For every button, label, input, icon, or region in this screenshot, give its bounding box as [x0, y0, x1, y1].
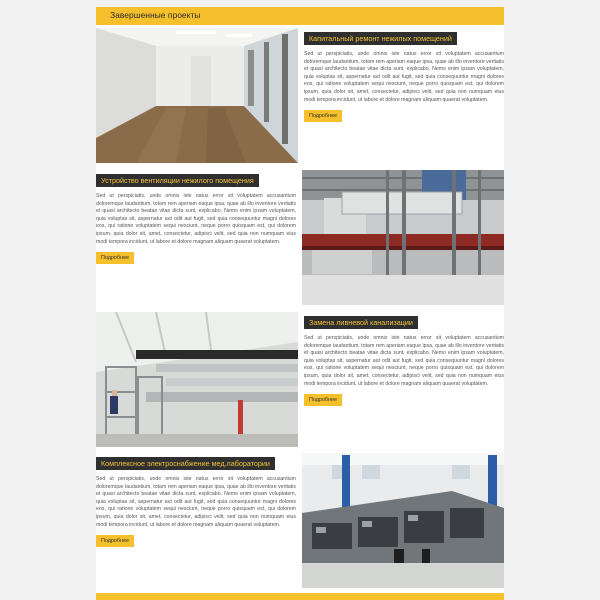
- project-description: Sed ut perspiciatis, unde omnis iste natus error sit voluptatem accusantium doloremque laudantium, totam rem aperiam eaque ipsa, quae ab illo inventore veritatis et quasi architecto beatae vitae dicta sunt, explicabo. Nemo enim ipsam voluptatem, quia voluptas sit, aspernatur aut odit aut fugit, sed quia consequuntur magni dolores eos, qui ratione voluptatem sequi nesciunt, neque porro quisquam est, qui dolorem ipsum, quia dolor sit, amet, consectetur, adipisci velit, sed quia non numquam eius modi tempora incidunt, ut labore et dolore magnam aliquam quaerat voluptatem.: [96, 193, 296, 245]
- project-photo-ventilation: [302, 170, 504, 305]
- project-title: Комплексное электроснабжение мед.лаборатории: [96, 457, 275, 470]
- project-row: [96, 453, 504, 588]
- project-photo-sewerage: [96, 312, 298, 447]
- project-row: [96, 312, 504, 447]
- project-title: Капитальный ремонт нежилых помещений: [304, 32, 457, 45]
- project-text: [304, 312, 504, 447]
- more-button[interactable]: Подробнее: [304, 394, 342, 406]
- project-text: [96, 453, 296, 588]
- project-photo-corridor: [96, 28, 298, 163]
- project-description: Sed ut perspiciatis, unde omnis iste natus error sit voluptatem accusantium doloremque laudantium, totam rem aperiam eaque ipsa, quae ab illo inventore veritatis et quasi architecto beatae vitae dicta sunt, explicabo. Nemo enim ipsam voluptatem, quia voluptas sit, aspernatur aut odit aut fugit, sed quia consequuntur magni dolores eos, qui ratione voluptatem sequi nesciunt, neque porro quisquam est, qui dolorem ipsum, quia dolor sit, amet, consectetur, adipisci velit, sed quia non numquam eius modi tempora incidunt, ut labore et dolore magnam aliquam quaerat voluptatem.: [304, 335, 504, 387]
- project-description: Sed ut perspiciatis, unde omnis iste natus error sit voluptatem accusantium doloremque laudantium, totam rem aperiam eaque ipsa, quae ab illo inventore veritatis et quasi architecto beatae vitae dicta sunt, explicabo. Nemo enim ipsam voluptatem, quia voluptas sit, aspernatur aut odit aut fugit, sed quia consequuntur magni dolores eos, qui ratione voluptatem sequi nesciunt, neque porro quisquam est, qui dolorem ipsum, quia dolor sit, amet, consectetur, adipisci velit, sed quia non numquam eius modi tempora incidunt, ut labore et dolore magnam aliquam quaerat voluptatem.: [96, 476, 296, 528]
- project-row: [96, 28, 504, 163]
- project-row: [96, 170, 504, 305]
- footer-section-bar: [96, 593, 504, 600]
- laboratory-image: [302, 453, 504, 588]
- ventilation-image: [302, 170, 504, 305]
- more-button[interactable]: Подробнее: [304, 110, 342, 122]
- more-button[interactable]: Подробнее: [96, 252, 134, 264]
- project-title: Устройство вентиляции нежилого помещения: [96, 174, 259, 187]
- project-text: [304, 28, 504, 163]
- sewerage-image: [96, 312, 298, 447]
- projects-page: [96, 7, 504, 600]
- section-title: Завершенные проекты: [110, 10, 201, 20]
- project-photo-laboratory: [302, 453, 504, 588]
- project-title: Замена ливневой канализации: [304, 316, 418, 329]
- section-header-bar: [96, 7, 504, 25]
- more-button[interactable]: Подробнее: [96, 535, 134, 547]
- project-description: Sed ut perspiciatis, unde omnis iste natus error sit voluptatem accusantium doloremque laudantium, totam rem aperiam eaque ipsa, quae ab illo inventore veritatis et quasi architecto beatae vitae dicta sunt, explicabo. Nemo enim ipsam voluptatem, quia voluptas sit, aspernatur aut odit aut fugit, sed quia consequuntur magni dolores eos, qui ratione voluptatem sequi nesciunt, neque porro quisquam est, qui dolorem ipsum, quia dolor sit, amet, consectetur, adipisci velit, sed quia non numquam eius modi tempora incidunt, ut labore et dolore magnam aliquam quaerat voluptatem.: [304, 51, 504, 103]
- project-text: [96, 170, 296, 305]
- corridor-image: [96, 28, 298, 163]
